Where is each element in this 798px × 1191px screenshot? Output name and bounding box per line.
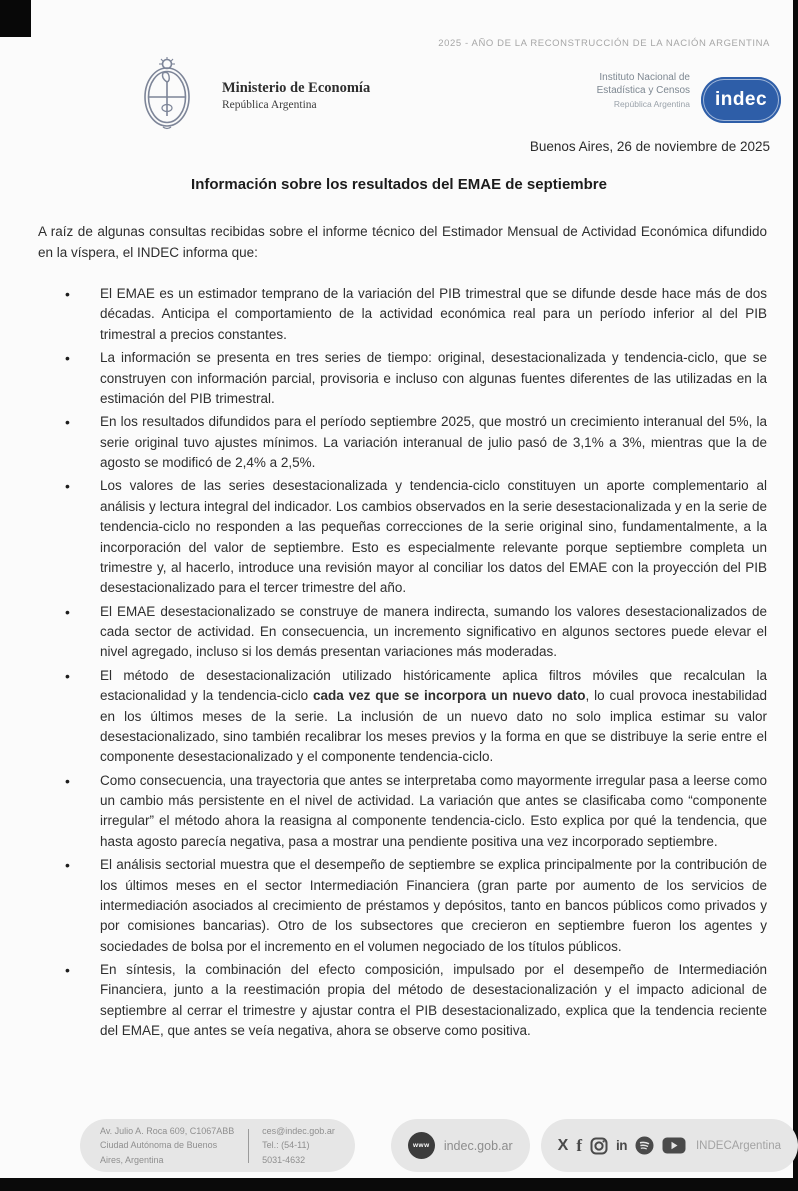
ministry-country: República Argentina xyxy=(222,99,317,111)
page-title: Información sobre los resultados del EMAE de septiembre xyxy=(191,176,607,193)
institute-name-line1: Instituto Nacional de xyxy=(599,72,690,83)
footer-phone: Tel.: (54-11) 5031-4632 xyxy=(262,1140,310,1165)
youtube-icon[interactable] xyxy=(662,1137,686,1154)
spotify-icon[interactable] xyxy=(635,1136,654,1155)
bullet-item: • En síntesis, la combinación del efecto composición, impulsado por el desempeño de Intermediación Financiera, junto a la reestimación propia del método de desestacionalización y el impacto adicional de septiembre al cerrar el trimestre y ajustar contra el PIB desestacionalizado, explica que la tendencia reciente del EMAE, que antes se veía negativa, ahora se observe como positiva. xyxy=(100,960,767,1042)
institute-block xyxy=(597,72,690,110)
letter-body xyxy=(38,222,767,1045)
x-icon[interactable]: X xyxy=(557,1136,569,1154)
instagram-icon[interactable] xyxy=(590,1137,608,1155)
argentina-coat-of-arms-icon xyxy=(138,56,196,137)
bullet-item: • Como consecuencia, una trayectoria que antes se interpretaba como mayormente irregular pasa a leerse como un cambio más persistente en el nivel de actividad. La variación que antes se clasificaba como “componente irregular” el método ahora la reasigna al componente tendencia-ciclo. Esto explica por qué la tendencia, que hasta agosto parecía negativa, pasa a mostrar una pendiente positiva una vez incorporado septiembre. xyxy=(100,771,767,853)
institute-name-line2: Estadística y Censos xyxy=(596,84,690,96)
website-link[interactable]: indec.gob.ar xyxy=(443,1138,513,1153)
linkedin-icon[interactable]: in xyxy=(615,1138,627,1153)
social-handle: INDECArgentina xyxy=(695,1139,781,1152)
institute-name-line3: República Argentina xyxy=(613,99,690,109)
bullet-item: • El EMAE es un estimador temprano de la variación del PIB trimestral que se difunde desde hace más de dos décadas. Anticipa el comportamiento de la actividad económica real para un período inferior al del PIB trimestral a precios constantes. xyxy=(100,284,767,345)
footer-address-pill xyxy=(80,1119,355,1172)
footer-web-pill[interactable] xyxy=(391,1119,530,1172)
footer xyxy=(80,1119,798,1172)
intro-paragraph: A raíz de algunas consultas recibidas sobre el informe técnico del Estimador Mensual de Actividad Económica difundido en la víspera, el INDEC informa que: xyxy=(38,224,767,260)
dateline: Buenos Aires, 26 de noviembre de 2025 xyxy=(529,139,770,154)
footer-divider xyxy=(248,1129,249,1163)
ministry-block xyxy=(138,56,370,137)
footer-social-pill xyxy=(541,1119,798,1172)
address-line-1: Av. Julio A. Roca 609, C1067ABB xyxy=(100,1125,235,1136)
www-globe-icon: www xyxy=(408,1132,435,1159)
address-line-2: Ciudad Autónoma de Buenos Aires, Argentina xyxy=(100,1140,218,1165)
scan-edge-top-left xyxy=(0,0,31,37)
bullet-item: • En los resultados difundidos para el período septiembre 2025, que mostró un crecimiento interanual del 5%, la serie original tuvo ajustes mínimos. La variación interanual de julio pasó de 3,1% a 3%, mientras que la de agosto se modificó de 2,4% a 2,5%. xyxy=(100,412,767,473)
footer-email[interactable]: ces@indec.gob.ar xyxy=(262,1125,335,1136)
bullet-list xyxy=(38,284,767,1042)
facebook-icon[interactable]: f xyxy=(576,1135,582,1155)
bullet-item: • El método de desestacionalización utilizado históricamente aplica filtros móviles que recalculan la estacionalidad y la tendencia-ciclo cada vez que se incorpora un nuevo dato, lo cual provoca inestabilidad en los últimos meses de la serie. La inclusión de un nuevo dato no solo implica estimar su valor desestacionalizado, sino también recalibrar los meses previos y la forma en que se distribuye la serie entre el componente desestacionalizado y el componente tendencia-ciclo. xyxy=(100,666,767,768)
scan-edge-bottom xyxy=(0,1178,798,1191)
bullet-item: • La información se presenta en tres series de tiempo: original, desestacionalizada y tendencia-ciclo, que se construyen con información parcial, provisoria e incluso con algunas fuentes diferentes de las utilizadas en la estimación del PIB trimestral. xyxy=(100,348,767,409)
indec-logo: indec xyxy=(701,77,781,123)
bullet-item: • El análisis sectorial muestra que el desempeño de septiembre se explica principalmente por la contribución de los últimos meses en el sector Intermediación Financiera (gran parte por aumento de los servicios de intermediación asociados al crecimiento de préstamos y depósitos, tanto en bancos públicos como privados y por comisiones bancarias). Otro de los subsectores que crecieron en septiembre fueron los agentes y sociedades de bolsa por el incremento en el volumen negociado de los títulos públicos. xyxy=(100,855,767,957)
ministry-name: Ministerio de Economía xyxy=(222,80,371,96)
bullet-item: • Los valores de las series desestacionalizada y tendencia-ciclo constituyen un aporte complementario al análisis y lectura integral del indicador. Los cambios observados en la serie desestacionalizada y en la serie de tendencia-ciclo no responden a las pequeñas correcciones de la serie original sino, fundamentalmente, a la incorporación del valor de septiembre. Esto es especialmente relevante porque septiembre completa un trimestre y, al hacerlo, introduce una revisión mayor al conciliar los datos del EMAE con la proyección del PIB desestacionalizado para el tercer trimestre del año. xyxy=(100,476,767,598)
header-year-motto: 2025 - AÑO DE LA RECONSTRUCCIÓN DE LA NACIÓN ARGENTINA xyxy=(438,38,770,49)
bullet-item: • El EMAE desestacionalizado se construye de manera indirecta, sumando los valores desestacionalizados de cada sector de actividad. En consecuencia, un incremento significativo en algunos sectores puede elevar el nivel agregado, incluso si los demás presentan variaciones más moderadas. xyxy=(100,602,767,663)
